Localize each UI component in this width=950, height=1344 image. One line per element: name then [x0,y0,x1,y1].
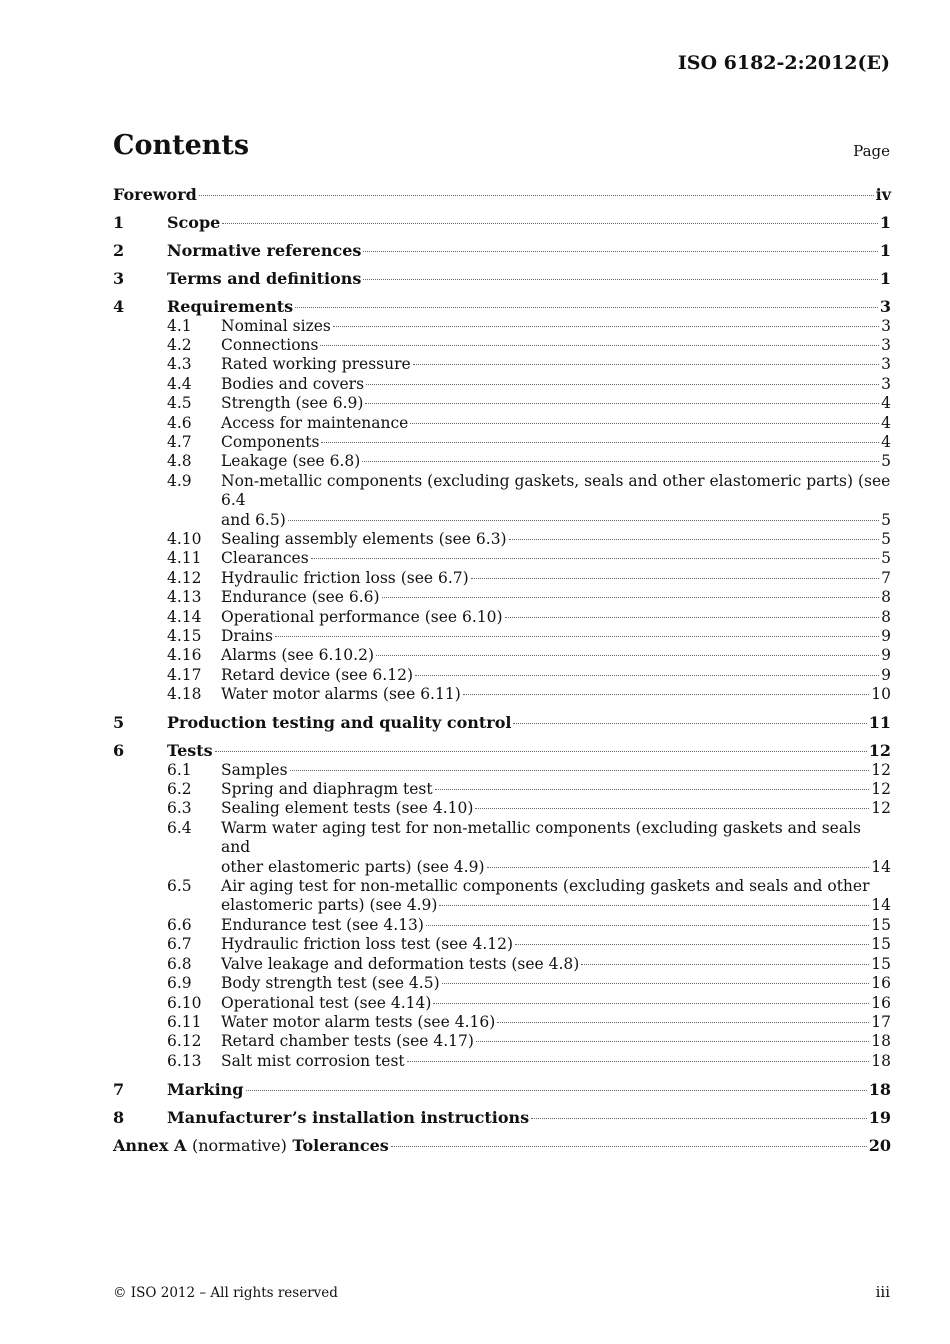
toc-page: 9 [881,646,891,665]
dot-leader [487,867,870,868]
toc-subentry[interactable] [113,974,891,993]
toc-label: Foreword [113,185,197,204]
toc-page: 12 [871,799,891,818]
toc-label-line2: and 6.5) [221,510,286,529]
toc-subentry[interactable] [113,799,891,818]
toc-number: 6.6 [167,915,192,934]
toc-subentry[interactable] [113,608,891,627]
toc-entry-marking[interactable] [113,1080,891,1100]
toc-number: 4.13 [167,588,202,607]
toc-entry-production-testing[interactable] [113,713,891,733]
toc-subentry[interactable] [113,877,891,916]
dot-leader [531,1118,867,1119]
toc-label: Tests [167,741,213,761]
toc-page: 12 [871,780,891,799]
toc-number: 5 [113,713,125,733]
toc-label: Retard device (see 6.12) [221,665,413,684]
toc-page: 14 [871,857,891,876]
dot-leader [391,1146,867,1147]
toc-page: 8 [881,607,891,626]
toc-number: 4.4 [167,374,192,393]
toc-page: 1 [879,269,891,288]
toc-number: 3 [113,269,125,288]
toc-label: Bodies and covers [221,374,365,393]
toc-page: 17 [871,1012,891,1031]
toc-number: 4.3 [167,355,192,374]
toc-label: Water motor alarms (see 6.11) [221,685,461,704]
dot-leader [426,925,869,926]
toc-label-line1: Warm water aging test for non-metallic components (excluding gaskets and seals and [221,818,861,857]
toc-number: 4.16 [167,646,202,665]
dot-leader [509,539,880,540]
toc-label: Connections [221,335,319,354]
toc-number: 7 [113,1079,125,1099]
toc-subentry[interactable] [113,685,891,704]
annex-prefix: Annex A [113,1135,187,1155]
dot-leader [376,655,879,656]
toc-subsection-list-6 [113,761,891,1072]
page-number: iii [875,1283,890,1301]
toc-page: 5 [881,529,891,548]
dot-leader [363,279,877,280]
toc-number: 6.1 [167,760,192,779]
toc-page: 19 [868,1107,891,1127]
dot-leader [475,808,869,809]
toc-label: Manufacturer’s installation instructions [167,1107,530,1127]
toc-label: Hydraulic friction loss (see 6.7) [221,568,469,587]
toc-page: 5 [881,549,891,568]
toc-number: 6.9 [167,974,192,993]
toc-page: 1 [879,241,891,260]
toc-label: Requirements [167,297,294,316]
dot-leader [433,1003,869,1004]
toc-page: iv [875,185,891,204]
page-column-label: Page [853,142,890,160]
toc-page: 5 [881,510,891,529]
toc-entry-normative-references[interactable] [113,241,891,261]
toc-subentry[interactable] [113,819,891,877]
dot-leader [471,578,879,579]
toc-label: Strength (see 6.9) [221,394,364,413]
toc-number: 6.8 [167,954,192,973]
toc-label: Normative references [167,241,362,260]
dot-leader [320,345,879,346]
document-id: ISO 6182-2:2012(E) [677,52,890,74]
dot-leader [382,597,880,598]
toc-number: 4.17 [167,665,202,684]
dot-leader [413,364,879,365]
table-of-contents [113,185,891,1155]
toc-label: Sealing element tests (see 4.10) [221,799,474,818]
dot-leader [363,251,877,252]
toc-number: 4.14 [167,607,202,626]
toc-page: 14 [871,896,891,915]
toc-label: Salt mist corrosion test [221,1051,405,1070]
toc-number: 2 [113,241,125,260]
toc-label: Terms and definitions [167,269,362,288]
toc-page: 16 [871,974,891,993]
dot-leader [497,1022,869,1023]
toc-number: 4.11 [167,549,202,568]
toc-number: 6.4 [167,818,192,837]
toc-number: 4.7 [167,432,192,451]
toc-number: 4.6 [167,413,192,432]
dot-leader [333,326,879,327]
toc-subentry[interactable] [113,1013,891,1032]
toc-subentry[interactable] [113,433,891,452]
toc-entry-tests[interactable] [113,741,891,761]
toc-page: 9 [881,665,891,684]
toc-subentry[interactable] [113,414,891,433]
toc-label: Endurance (see 6.6) [221,588,380,607]
toc-page: 16 [871,993,891,1012]
toc-subentry[interactable] [113,549,891,568]
toc-number: 6.3 [167,799,192,818]
toc-number: 4.10 [167,529,202,548]
toc-number: 6.2 [167,780,192,799]
toc-page: 15 [871,935,891,954]
toc-page: 3 [881,335,891,354]
toc-number: 6 [113,741,125,761]
toc-number: 4.12 [167,568,202,587]
dot-leader [415,675,879,676]
dot-leader [290,770,870,771]
dot-leader [435,789,870,790]
toc-subentry[interactable] [113,1032,891,1051]
dot-leader [215,751,867,752]
toc-subentry[interactable] [113,472,891,530]
toc-label: Marking [167,1079,244,1099]
toc-label: Spring and diaphragm test [221,780,433,799]
toc-label: Production testing and quality control [167,713,512,733]
toc-number: 4.15 [167,627,202,645]
toc-label: Water motor alarm tests (see 4.16) [221,1012,496,1031]
toc-subentry[interactable] [113,530,891,549]
toc-page: 18 [868,1079,891,1099]
toc-label: Endurance test (see 4.13) [221,915,424,934]
dot-leader [581,964,869,965]
toc-label: Rated working pressure [221,355,411,374]
dot-leader [311,558,879,559]
toc-subentry[interactable] [113,955,891,974]
toc-page: 18 [871,1051,891,1070]
toc-entry-requirements[interactable] [113,297,891,317]
toc-label-line1: Air aging test for non-metallic components (excluding gaskets and seals and other [221,877,870,896]
toc-page: 4 [881,432,891,451]
toc-subsection-list-4 [113,317,891,705]
toc-entry-annex-a[interactable] [113,1136,891,1156]
toc-label-line1: Non-metallic components (excluding gaskets, seals and other elastomeric parts) (see 6.4 [221,471,891,510]
toc-page: 12 [868,741,891,761]
toc-label: Leakage (see 6.8) [221,452,361,471]
toc-subentry[interactable] [113,569,891,588]
toc-number: 8 [113,1107,125,1127]
toc-label: Sealing assembly elements (see 6.3) [221,529,507,548]
toc-number: 6.5 [167,877,192,896]
page-title: Contents [113,130,250,161]
toc-subentry[interactable] [113,627,891,646]
dot-leader [321,442,879,443]
toc-entry-terms-definitions[interactable] [113,269,891,289]
toc-subentry[interactable] [113,588,891,607]
toc-page: 8 [881,588,891,607]
toc-label: Samples [221,760,288,779]
toc-entry-installation-instructions[interactable] [113,1108,891,1128]
toc-entry-scope[interactable] [113,213,891,233]
toc-page: 15 [871,915,891,934]
toc-page: 3 [881,374,891,393]
toc-label: Body strength test (see 4.5) [221,974,440,993]
toc-subentry[interactable] [113,1052,891,1071]
toc-subentry[interactable] [113,452,891,471]
toc-page: 11 [868,713,891,733]
toc-page: 3 [881,316,891,335]
toc-number: 4.1 [167,316,192,335]
copyright-notice: © ISO 2012 – All rights reserved [113,1285,338,1301]
toc-number: 4 [113,297,125,316]
toc-label: Clearances [221,549,309,568]
toc-page: 4 [881,413,891,432]
toc-subentry[interactable] [113,666,891,685]
toc-page: 12 [871,760,891,779]
toc-label: Nominal sizes [221,316,331,335]
dot-leader [410,423,879,424]
toc-label: Access for maintenance [221,413,409,432]
toc-page: 9 [881,627,891,645]
toc-subentry[interactable] [113,935,891,954]
dot-leader [476,1041,869,1042]
dot-leader [515,944,869,945]
toc-label: Retard chamber tests (see 4.17) [221,1032,474,1051]
toc-subentry[interactable] [113,394,891,413]
toc-label: Tolerances [292,1135,389,1155]
dot-leader [505,617,880,618]
toc-subentry[interactable] [113,780,891,799]
toc-page: 1 [879,213,891,232]
toc-subentry[interactable] [113,317,891,336]
toc-label-line2: elastomeric parts) (see 4.9) [221,896,438,915]
toc-subentry[interactable] [113,375,891,394]
toc-label: Hydraulic friction loss test (see 4.12) [221,935,514,954]
toc-page: 10 [871,685,891,704]
toc-subentry[interactable] [113,646,891,665]
toc-page: 18 [871,1032,891,1051]
dot-leader [463,694,870,695]
toc-page: 3 [879,297,891,316]
toc-number: 4.5 [167,394,192,413]
toc-subentry[interactable] [113,916,891,935]
toc-number: 6.13 [167,1051,202,1070]
toc-subentry[interactable] [113,994,891,1013]
toc-number: 6.7 [167,935,192,954]
toc-label: Scope [167,213,221,232]
toc-label: Components [221,432,320,451]
toc-number: 4.2 [167,335,192,354]
toc-number: 6.10 [167,993,202,1012]
toc-page: 4 [881,394,891,413]
dot-leader [365,403,879,404]
dot-leader [366,384,879,385]
toc-subentry[interactable] [113,355,891,374]
toc-label: Drains [221,627,273,645]
toc-page: 15 [871,954,891,973]
toc-label: Alarms (see 6.10.2) [221,646,375,665]
toc-page: 20 [868,1135,891,1155]
toc-label-line2: other elastomeric parts) (see 4.9) [221,857,485,876]
toc-number: 4.9 [167,471,192,490]
toc-page: 3 [881,355,891,374]
toc-subentry[interactable] [113,761,891,780]
toc-label: Operational test (see 4.14) [221,993,432,1012]
dot-leader [439,905,869,906]
toc-page: 7 [881,568,891,587]
toc-number: 1 [113,213,125,232]
dot-leader [362,461,879,462]
dot-leader [199,195,874,196]
dot-leader [407,1061,870,1062]
dot-leader [222,223,878,224]
toc-label: Valve leakage and deformation tests (see 4.8) [221,954,580,973]
toc-subentry[interactable] [113,336,891,355]
toc-number: 4.8 [167,452,192,471]
dot-leader [295,307,878,308]
dot-leader [275,636,879,637]
toc-label: Operational performance (see 6.10) [221,607,503,626]
annex-kind: (normative) [191,1135,287,1155]
toc-number: 6.12 [167,1032,202,1051]
dot-leader [513,723,866,724]
toc-entry-foreword[interactable] [113,185,891,205]
dot-leader [288,520,879,521]
toc-number: 4.18 [167,685,202,704]
toc-page: 5 [881,452,891,471]
dot-leader [442,983,870,984]
dot-leader [246,1090,867,1091]
toc-number: 6.11 [167,1012,202,1031]
